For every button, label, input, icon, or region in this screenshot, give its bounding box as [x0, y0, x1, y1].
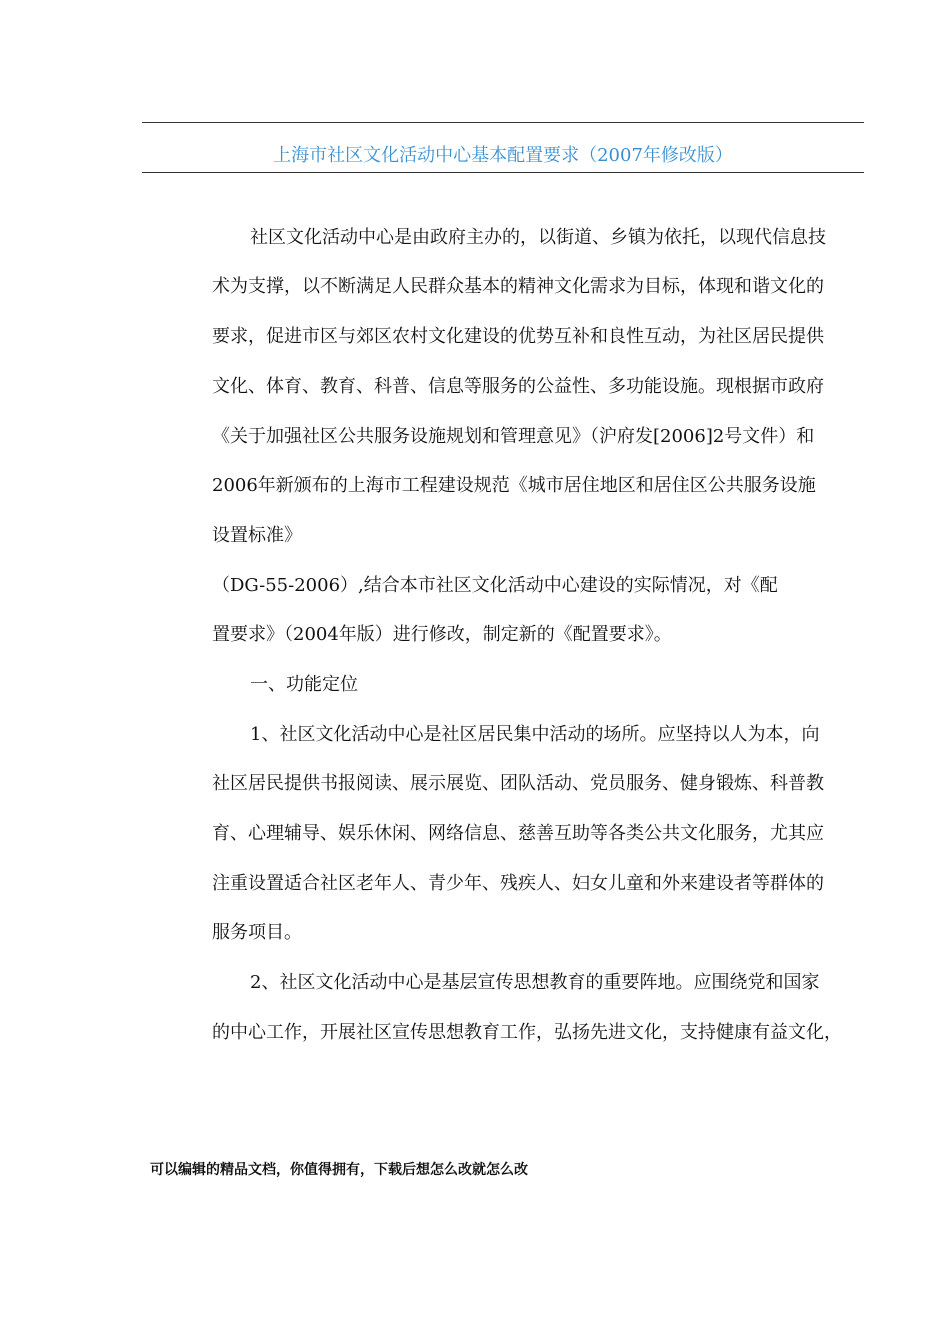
paragraph-line: 的中心工作，开展社区宣传思想教育工作，弘扬先进文化，支持健康有益文化， [212, 1022, 842, 1043]
paragraph-line: 育、心理辅导、娱乐休闲、网络信息、慈善互助等各类公共文化服务，尤其应 [212, 823, 824, 844]
paragraph-line: 术为支撑，以不断满足人民群众基本的精神文化需求为目标，体现和谐文化的 [212, 276, 824, 297]
paragraph-line: 《关于加强社区公共服务设施规划和管理意见》（沪府发[2006]2号文件）和 [212, 426, 815, 447]
title-underline [142, 172, 864, 173]
paragraph-line: 1、社区文化活动中心是社区居民集中活动的场所。应坚持以人为本，向 [250, 724, 820, 745]
top-rule [142, 122, 864, 123]
paragraph-line: 服务项目。 [212, 922, 302, 943]
paragraph-line: 文化、体育、教育、科普、信息等服务的公益性、多功能设施。现根据市政府 [212, 376, 824, 397]
paragraph-line: 要求，促进市区与郊区农村文化建设的优势互补和良性互动，为社区居民提供 [212, 326, 824, 347]
paragraph-line: 社区居民提供书报阅读、展示展览、团队活动、党员服务、健身锻炼、科普教 [212, 773, 824, 794]
paragraph-line: 注重设置适合社区老年人、青少年、残疾人、妇女儿童和外来建设者等群体的 [212, 873, 824, 894]
paragraph-line: 2、社区文化活动中心是基层宣传思想教育的重要阵地。应围绕党和国家 [250, 972, 820, 993]
document-title: 上海市社区文化活动中心基本配置要求（2007年修改版） [273, 145, 733, 166]
section-heading: 一、功能定位 [250, 674, 358, 695]
paragraph-line: 2006年新颁布的上海市工程建设规范《城市居住地区和居住区公共服务设施 [212, 475, 816, 496]
footer-note: 可以编辑的精品文档，你值得拥有，下载后想怎么改就怎么改 [150, 1162, 528, 1178]
paragraph-line: 社区文化活动中心是由政府主办的，以街道、乡镇为依托，以现代信息技 [250, 227, 826, 248]
paragraph-line: （DG-55-2006）,结合本市社区文化活动中心建设的实际情况，对《配 [212, 575, 778, 596]
paragraph-line: 置要求》（2004年版）进行修改，制定新的《配置要求》。 [212, 624, 672, 645]
paragraph-line: 设置标准》 [212, 525, 302, 546]
